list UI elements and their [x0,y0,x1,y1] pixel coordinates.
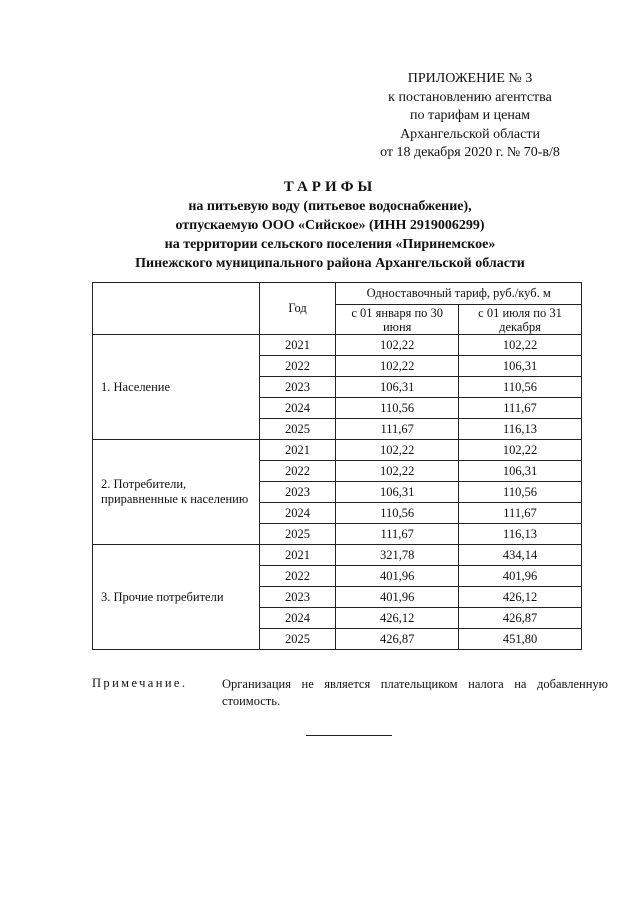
year-cell: 2021 [259,440,336,461]
appendix-number: ПРИЛОЖЕНИЕ № 3 [407,71,533,86]
value-cell: 102,22 [336,440,459,461]
table-row [93,440,582,461]
year-cell: 2023 [259,587,336,608]
value-cell: 102,22 [336,335,459,356]
value-cell: 401,96 [459,566,582,587]
value-cell: 401,96 [336,566,459,587]
value-cell: 426,12 [336,608,459,629]
appendix-line-date: от 18 декабря 2020 г. № 70-в/8 [380,145,560,160]
signature-divider [306,735,392,736]
document-title [60,178,600,273]
value-cell: 110,56 [459,377,582,398]
page-title: ТАРИФЫ [283,179,377,195]
value-cell: 111,67 [336,419,459,440]
value-cell: 434,14 [459,545,582,566]
year-cell: 2021 [259,335,336,356]
title-line-1: на питьевую воду (питьевое водоснабжение), [188,199,472,214]
title-line-3: на территории сельского поселения «Пиринемское» [164,237,496,252]
appendix-header [340,70,600,163]
year-cell: 2025 [259,419,336,440]
value-cell: 110,56 [459,482,582,503]
tariff-table [92,282,582,650]
value-cell: 110,56 [336,398,459,419]
value-cell: 102,22 [459,440,582,461]
header-category-cell [93,283,260,335]
title-line-2: отпускаемую ООО «Сийское» (ИНН 2919006299) [175,218,485,233]
year-cell: 2021 [259,545,336,566]
category-population: 1. Население [93,335,260,440]
header-year: Год [259,283,336,335]
value-cell: 426,87 [336,629,459,650]
header-tariff: Одноставочный тариф, руб./куб. м [336,283,582,305]
appendix-line-region: Архангельской области [400,126,540,142]
note-label: Примечание. [92,676,188,690]
value-cell: 102,22 [336,461,459,482]
value-cell: 111,67 [459,503,582,524]
value-cell: 426,87 [459,608,582,629]
title-line-4: Пинежского муниципального района Архангельской области [135,256,525,271]
year-cell: 2022 [259,461,336,482]
value-cell: 106,31 [336,482,459,503]
category-other-consumers: 3. Прочие потребители [93,545,260,650]
value-cell: 321,78 [336,545,459,566]
year-cell: 2025 [259,629,336,650]
value-cell: 111,67 [336,524,459,545]
year-cell: 2025 [259,524,336,545]
note-text: Организация не является плательщиком налога на добавленную стоимость. [222,677,608,708]
table-row [93,335,582,356]
table-row [93,545,582,566]
year-cell: 2024 [259,503,336,524]
year-cell: 2022 [259,356,336,377]
value-cell: 116,13 [459,419,582,440]
value-cell: 102,22 [336,356,459,377]
year-cell: 2023 [259,377,336,398]
year-cell: 2024 [259,398,336,419]
header-period-2: с 01 июля по 31 декабря [459,305,582,335]
table-header-row [93,283,582,305]
header-period-1: с 01 января по 30 июня [336,305,459,335]
value-cell: 451,80 [459,629,582,650]
value-cell: 110,56 [336,503,459,524]
value-cell: 102,22 [459,335,582,356]
category-equivalent-consumers: 2. Потребители, приравненные к населению [93,440,260,545]
year-cell: 2022 [259,566,336,587]
appendix-line-decree: к постановлению агентства [388,89,552,105]
value-cell: 426,12 [459,587,582,608]
value-cell: 106,31 [459,356,582,377]
value-cell: 106,31 [336,377,459,398]
value-cell: 106,31 [459,461,582,482]
value-cell: 111,67 [459,398,582,419]
year-cell: 2023 [259,482,336,503]
year-cell: 2024 [259,608,336,629]
value-cell: 116,13 [459,524,582,545]
value-cell: 401,96 [336,587,459,608]
appendix-line-agency: по тарифам и ценам [410,108,530,123]
